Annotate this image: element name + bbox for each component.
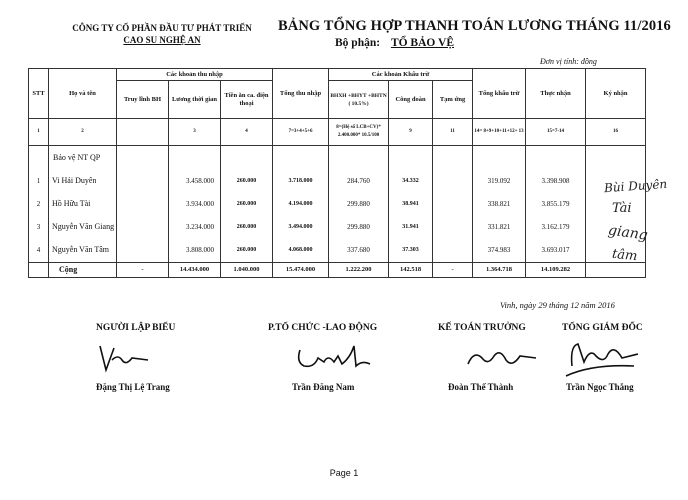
column-number-row [29,119,646,146]
signer-title-3: KẾ TOÁN TRƯỞNG [438,323,526,333]
row-insurance: 299.880 [329,193,389,216]
page-number: Page 1 [329,468,359,478]
totals-advance: - [433,262,473,277]
row-tien-an: 260.000 [221,193,273,216]
header-income-group: Các khoản thu nhập [117,69,273,81]
signature-mark-3 [462,344,542,374]
signer-name-2: Trần Đăng Nam [292,382,355,392]
header-total-income: Tổng thu nhập [273,69,329,119]
totals-total: 15.474.000 [273,262,329,277]
department-line [335,37,454,49]
totals-truy-linh: - [117,262,169,277]
document-title: BẢNG TỔNG HỢP THANH TOÁN LƯƠNG THÁNG 11/2016 [278,18,671,34]
group-row [29,146,646,170]
header-advance: Tạm ứng [433,81,473,119]
row-total-deduction: 338.821 [473,193,526,216]
totals-luong: 14.434.000 [169,262,221,277]
totals-union: 142.518 [389,262,433,277]
group-label: Bảo vệ NT QP [49,146,117,170]
colnum-cell: 8=(Hệ số LCB+CV)* 2.400.000* 10.5/100 [329,119,389,146]
row-total-deduction: 331.821 [473,216,526,239]
header-tien-an: Tiền ăn ca. điện thoại [221,81,273,119]
date-line: Vinh, ngày 29 tháng 12 năm 2016 [500,300,615,310]
signer-title-2: P.TỔ CHỨC -LAO ĐỘNG [268,323,378,333]
row-name: Hồ Hữu Tài [49,193,117,216]
header-stt: STT [29,69,49,119]
header-luong: Lương thời gian [169,81,221,119]
colnum-cell: 2 [49,119,117,146]
row-stt: 2 [29,193,49,216]
row-net: 3.398.908 [526,170,586,193]
row-net: 3.693.017 [526,239,586,263]
table-row [29,239,646,263]
table-row [29,170,646,193]
row-luong: 3.934.000 [169,193,221,216]
table-row [29,193,646,216]
header-sign: Ký nhận [586,69,646,119]
row-stt: 4 [29,239,49,263]
row-stt: 3 [29,216,49,239]
colnum-cell [117,119,169,146]
totals-total-deduction: 1.364.718 [473,262,526,277]
header-net: Thực nhận [526,69,586,119]
signature-row-3: giang [607,222,649,244]
header-union: Công đoàn [389,81,433,119]
colnum-cell: 1 [29,119,49,146]
row-union: 34.332 [389,170,433,193]
row-union: 31.941 [389,216,433,239]
signer-name-4: Trần Ngọc Thắng [566,382,634,392]
row-insurance: 337.680 [329,239,389,263]
unit-note: Đơn vị tính: đồng [540,57,597,66]
totals-row [29,262,646,277]
signature-row-1: Bùi Duyên [603,176,668,196]
signature-row-4: tâm [611,246,639,265]
company-name-line2: CAO SU NGHỆ AN [123,35,201,45]
row-total-deduction: 319.092 [473,170,526,193]
row-tien-an: 260.000 [221,239,273,263]
totals-tien-an: 1.040.000 [221,262,273,277]
totals-insurance: 1.222.200 [329,262,389,277]
company-block [62,22,262,46]
header-truy-linh: Truy lĩnh BH [117,81,169,119]
signer-name-1: Đặng Thị Lệ Trang [96,382,170,392]
header-deduction-group: Các khoản Khấu trừ [329,69,473,81]
totals-label: Cộng [49,262,117,277]
row-union: 38.941 [389,193,433,216]
row-total: 4.068.000 [273,239,329,263]
header-name: Họ và tên [49,69,117,119]
row-insurance: 299.880 [329,216,389,239]
row-name: Nguyễn Văn Tâm [49,239,117,263]
table-row [29,216,646,239]
colnum-cell: 15=7-14 [526,119,586,146]
row-total: 4.194.000 [273,193,329,216]
company-name-line1: CÔNG TY CỔ PHẦN ĐẦU TƯ PHÁT TRIỂN [72,23,252,33]
row-luong: 3.458.000 [169,170,221,193]
signer-name-3: Đoàn Thế Thành [448,382,514,392]
header-total-deduction: Tổng khấu trừ [473,69,526,119]
colnum-cell: 4 [221,119,273,146]
row-stt: 1 [29,170,49,193]
row-name: Vi Hải Duyên [49,170,117,193]
row-total-deduction: 374.983 [473,239,526,263]
department-value: TỔ BẢO VỆ [390,37,454,49]
colnum-cell: 16 [586,119,646,146]
colnum-cell: 11 [433,119,473,146]
row-total: 3.494.000 [273,216,329,239]
row-luong: 3.234.000 [169,216,221,239]
row-union: 37.303 [389,239,433,263]
colnum-cell: 14= 8+9+10+11+12+ 13 [473,119,526,146]
totals-net: 14.109.282 [526,262,586,277]
colnum-cell: 3 [169,119,221,146]
row-luong: 3.808.000 [169,239,221,263]
row-net: 3.855.179 [526,193,586,216]
row-total: 3.718.000 [273,170,329,193]
header-insurance: BHXH +BHYT +BHTN ( 10.5%) [329,81,389,119]
row-insurance: 284.760 [329,170,389,193]
row-tien-an: 260.000 [221,216,273,239]
colnum-cell: 9 [389,119,433,146]
signer-title-1: NGƯỜI LẬP BIỂU [96,323,176,333]
row-name: Nguyễn Văn Giang [49,216,117,239]
row-net: 3.162.179 [526,216,586,239]
signature-mark-1 [96,340,156,376]
signature-row-2: Tài [612,201,632,216]
department-label: Bộ phận: [335,37,381,49]
row-tien-an: 260.000 [221,170,273,193]
payroll-table [28,68,646,278]
signer-title-4: TỔNG GIÁM ĐỐC [562,323,643,333]
signature-mark-4 [562,336,642,380]
colnum-cell: 7=3+4+5+6 [273,119,329,146]
signature-mark-2 [294,340,374,374]
